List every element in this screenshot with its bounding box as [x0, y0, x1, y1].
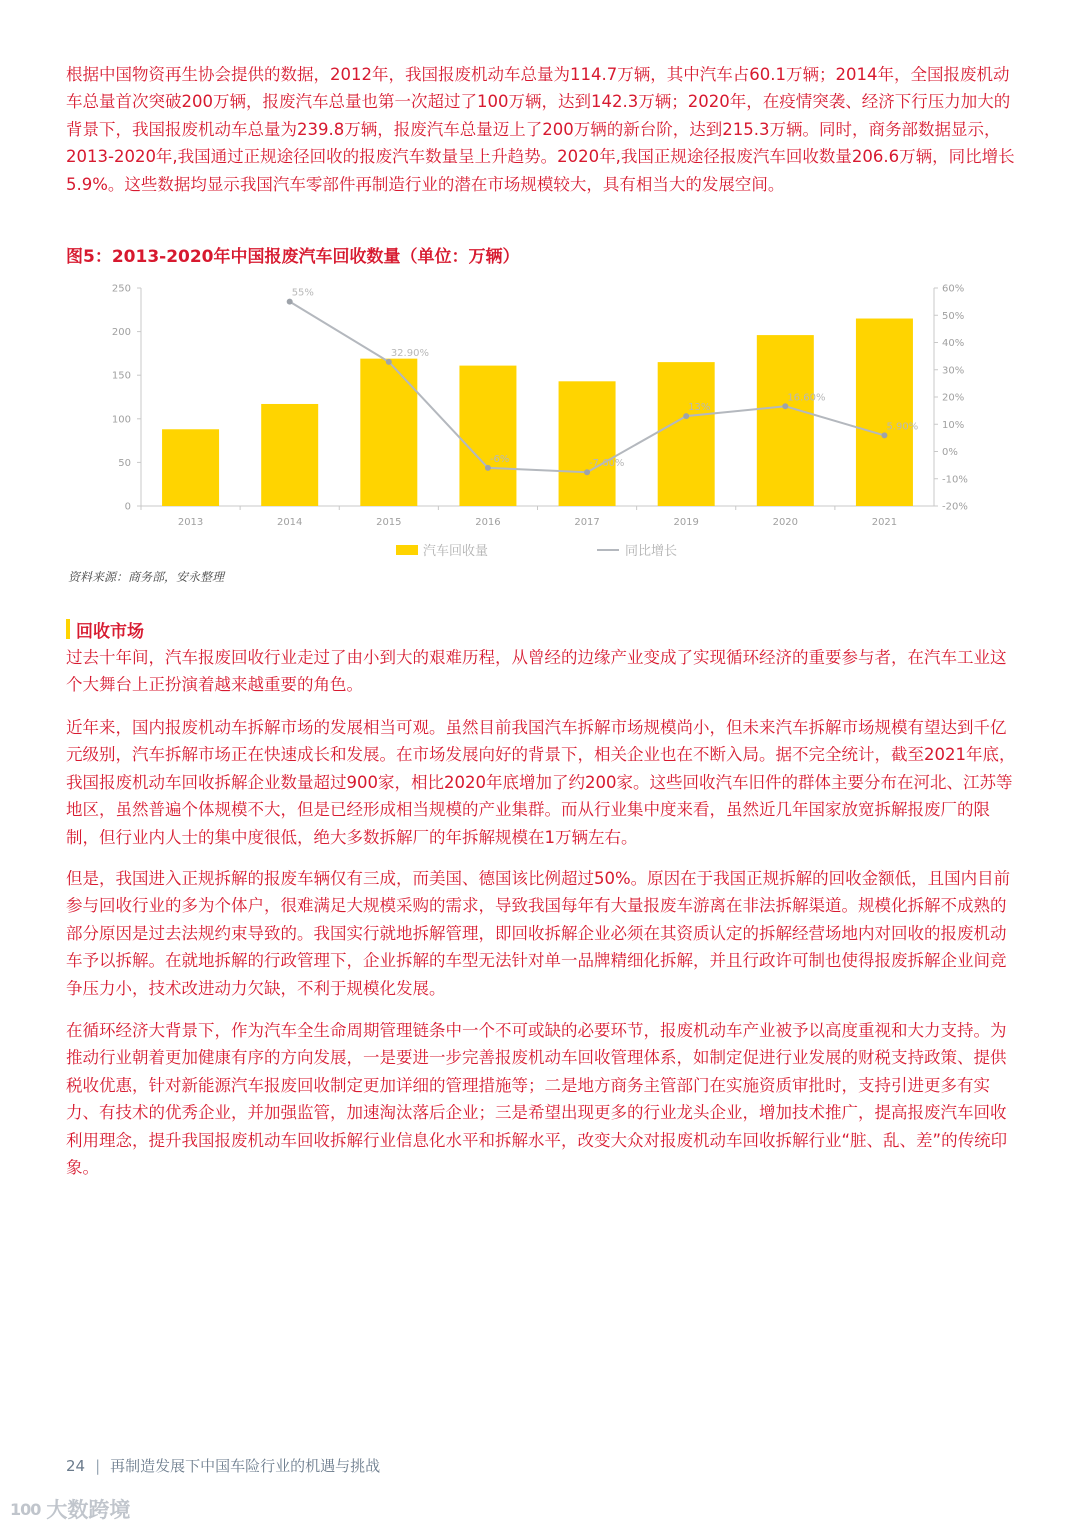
- bar: [162, 429, 219, 506]
- page-number: 24: [66, 1456, 86, 1475]
- watermark-text: 大数跨境: [46, 1498, 131, 1522]
- bar: [360, 359, 417, 506]
- body-paragraph: 近年来，国内报废机动车拆解市场的发展相当可观。虽然目前我国汽车拆解市场规模尚小，但未来汽车拆解市场规模有望达到千亿元级别，汽车拆解市场正在快速成长和发展。在市场发展向好的背景下，相关企业也在不断入局。据不完全统计，截至2021年底，我国报废机动车回收拆解企业数量超过900家，相比2020年底增加了约200家。这些回收汽车旧件的群体主要分布在河北、江苏等地区，虽然普遍个体规模不大，但是已经形成相当规模的产业集群。而从行业集中度来看，虽然近几年国家放宽拆解报废厂的限制，但行业内人士的集中度很低，绝大多数拆解厂的年拆解规模在1万辆左右。: [66, 718, 1016, 847]
- growth-point: [782, 403, 788, 409]
- y-tick-label: 200: [111, 327, 131, 339]
- x-tick-label: 2021: [871, 517, 898, 528]
- growth-point: [584, 469, 590, 475]
- recycling-volume-chart: [66, 270, 1018, 568]
- intro-paragraph: 根据中国物资再生协会提供的数据，2012年，我国报废机动车总量为114.7万辆，其中汽车占60.1万辆；2014年，全国报废机动车总量首次突破200万辆，报废汽车总量也第一次超过了100万辆，达到142.3万辆；2020年，在疫情突袭、经济下行压力加大的背景下，我国报废机动车总量为239.8万辆，报废汽车总量迈上了200万辆的新台阶，达到215.3万辆。同时，商务部数据显示，2013-2020年,我国通过正规途径回收的报废汽车数量呈上升趋势。2020年,我国正规途径报废汽车回收数量206.6万辆，同比增长5.9%。这些数据均显示我国汽车零部件再制造行业的潜在市场规模较大，具有相当大的发展空间。: [66, 65, 1015, 194]
- legend-bar-swatch: [396, 545, 418, 555]
- page-footer: [66, 1455, 380, 1476]
- growth-point: [386, 359, 392, 365]
- section-heading: [66, 618, 144, 640]
- x-tick-label: 2015: [376, 517, 402, 528]
- x-tick-label: 2016: [475, 517, 501, 528]
- y2-tick-label: 40%: [942, 338, 965, 349]
- body-paragraph: 过去十年间，汽车报废回收行业走过了由小到大的艰难历程，从曾经的边缘产业变成了实现循环经济的重要参与者，在汽车工业这个大舞台上正扮演着越来越重要的角色。: [66, 648, 1007, 695]
- y2-tick-label: -10%: [942, 474, 968, 486]
- growth-point: [683, 413, 689, 419]
- section-accent-bar: [66, 619, 70, 639]
- growth-data-label: 32.90%: [390, 347, 429, 359]
- legend-bar-label: 汽车回收量: [423, 544, 489, 559]
- y2-tick-label: 20%: [942, 392, 965, 404]
- x-tick-label: 2020: [772, 517, 799, 528]
- growth-data-label: 5.90%: [886, 421, 919, 433]
- body-paragraph: 但是，我国进入正规拆解的报废车辆仅有三成，而美国、德国该比例超过50%。原因在于我国正规拆解的回收金额低，且国内目前参与回收行业的多为个体户，很难满足大规模采购的需求，导致我国每年有大量报废车游离在非法拆解渠道。规模化拆解不成熟的部分原因是过去法规约束导致的。我国实行就地拆解管理，即回收拆解企业必须在其资质认定的拆解经营场地内对回收的报废机动车予以拆解。在就地拆解的行政管理下，企业拆解的车型无法针对单一品牌精细化拆解，并且行政许可制也使得报废拆解企业间竞争压力小，技术改进动力欠缺，不利于规模化发展。: [66, 869, 1011, 998]
- y2-tick-label: -20%: [942, 501, 968, 513]
- footer-separator: |: [95, 1456, 101, 1475]
- x-tick-label: 2019: [673, 517, 699, 528]
- growth-point: [881, 432, 887, 438]
- growth-data-label: 16.60%: [787, 392, 826, 404]
- body-paragraph: 在循环经济大背景下，作为汽车全生命周期管理链条中一个不可或缺的必要环节，报废机动车产业被予以高度重视和大力支持。为推动行业朝着更加健康有序的方向发展，一是要进一步完善报废机动车回收管理体系，如制定促进行业发展的财税支持政策、提供税收优惠，针对新能源汽车报废回收制定更加详细的管理措施等；二是地方商务主管部门在实施资质审批时，支持引进更多有实力、有技术的优秀企业，并加强监管，加速淘汰落后企业；三是希望出现更多的行业龙头企业，增加技术推广，提高报废汽车回收利用理念，提升我国报废机动车回收拆解行业信息化水平和拆解水平，改变大众对报废机动车回收拆解行业“脏、乱、差”的传统印象。: [66, 1021, 1008, 1178]
- y-tick-label: 250: [111, 283, 131, 295]
- bar: [459, 366, 516, 506]
- y-tick-label: 50: [118, 457, 131, 469]
- y2-tick-label: 60%: [942, 283, 965, 295]
- y-tick-label: 0: [124, 501, 131, 513]
- watermark-logo-icon: 100: [10, 1499, 41, 1519]
- growth-point: [287, 299, 293, 305]
- growth-data-label: 55%: [291, 287, 314, 299]
- y2-tick-label: 30%: [942, 365, 965, 377]
- growth-point: [485, 465, 491, 471]
- growth-data-label: -6%: [489, 453, 510, 465]
- y2-tick-label: 50%: [942, 310, 965, 322]
- growth-data-label: 13%: [688, 402, 711, 414]
- y-tick-label: 150: [111, 370, 131, 382]
- bar: [757, 335, 814, 506]
- source-note: 资料来源：商务部，安永整理: [68, 570, 225, 584]
- y2-tick-label: 0%: [942, 447, 958, 458]
- section-title: 回收市场: [76, 621, 144, 642]
- figure-title: 图5：2013-2020年中国报废汽车回收数量（单位：万辆）: [66, 247, 520, 267]
- watermark: [10, 1494, 130, 1524]
- y2-tick-label: 10%: [942, 419, 965, 431]
- bar: [559, 381, 616, 506]
- legend-line-label: 同比增长: [625, 544, 678, 559]
- x-tick-label: 2013: [177, 517, 204, 528]
- bar: [856, 319, 913, 506]
- bar: [658, 362, 715, 506]
- y-tick-label: 100: [111, 414, 131, 426]
- x-tick-label: 2017: [574, 517, 600, 528]
- bar: [261, 404, 318, 506]
- x-tick-label: 2014: [276, 517, 303, 528]
- growth-data-label: -7.60%: [589, 458, 625, 470]
- footer-title: 再制造发展下中国车险行业的机遇与挑战: [110, 1457, 381, 1475]
